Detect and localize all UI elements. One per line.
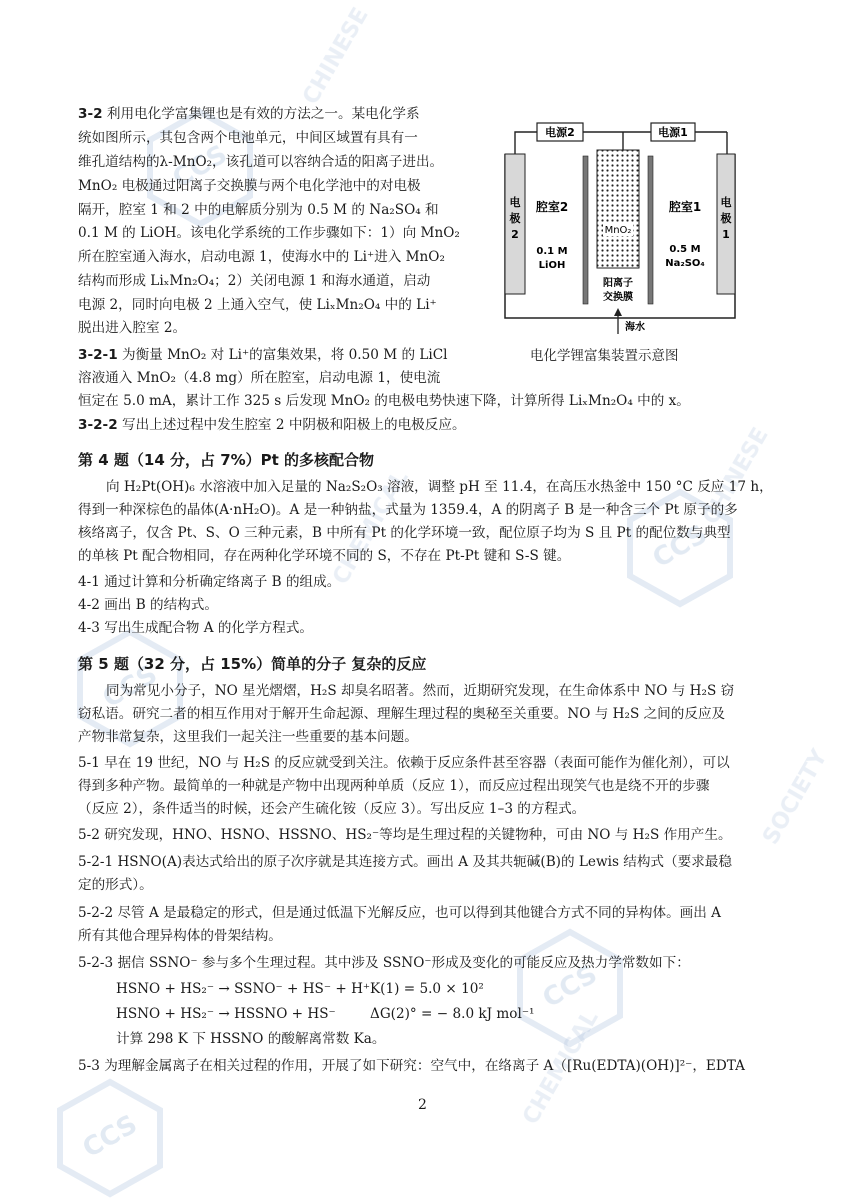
chamber-2-label: 腔室2 bbox=[535, 200, 569, 214]
s32-text-1: 利用电化学富集锂也是有效的方法之一。某电化学系 bbox=[102, 106, 420, 122]
left-electrolyte: LiOH bbox=[538, 260, 566, 271]
q4-q3: 4-3 写出生成配合物 A 的化学方程式。 bbox=[78, 620, 313, 636]
electrochemical-device-diagram bbox=[495, 118, 745, 340]
svg-text:CHINESE: CHINESE bbox=[298, 3, 374, 109]
membrane-left bbox=[583, 156, 588, 304]
svg-text:CCS: CCS bbox=[537, 959, 603, 1015]
s32-line-10: 脱出进入腔室 2。 bbox=[78, 320, 187, 336]
svg-text:CHEMICAL: CHEMICAL bbox=[328, 466, 414, 589]
electrode-1-label-2: 极 bbox=[720, 212, 732, 225]
q5-s522-2: 所有其他合理异构体的骨架结构。 bbox=[78, 928, 282, 944]
s32-line-9: 电源 2，同时向电极 2 上通入空气，使 LiₓMn₂O₄ 中的 Li⁺ bbox=[78, 297, 437, 313]
svg-text:CCS: CCS bbox=[647, 519, 713, 575]
s322-text: 写出上述过程中发生腔室 2 中阴极和阳极上的电极反应。 bbox=[117, 417, 466, 433]
q5-eq1-k: K(1) = 5.0 × 10² bbox=[370, 981, 484, 997]
s32-line-3: 维孔道结构的λ-MnO₂，该孔道可以容纳合适的阳离子进出。 bbox=[78, 154, 444, 170]
q5-title: 第 5 题（32 分，占 15%）简单的分子 复杂的反应 bbox=[78, 655, 427, 673]
q5-s523: 5-2-3 据信 SSNO⁻ 参与多个生理过程。其中涉及 SSNO⁻形成及变化的可能反应及热力学常数如下： bbox=[78, 955, 690, 971]
svg-text:SOCIETY: SOCIETY bbox=[758, 745, 833, 849]
s32-line-6: 0.1 M 的 LiOH。该电化学系统的工作步骤如下：1）向 MnO₂ bbox=[78, 225, 460, 241]
svg-text:CHINESE: CHINESE bbox=[698, 423, 774, 529]
right-conc: 0.5 M bbox=[669, 244, 701, 255]
q5-s53: 5-3 为理解金属离子在相关过程的作用，开展了如下研究：空气中，在络离子 A（[Ru(EDTA)(OH)]²⁻，EDTA bbox=[78, 1058, 745, 1074]
seawater-label: 海水 bbox=[625, 322, 645, 333]
s321-label: 3-2-1 bbox=[78, 347, 118, 363]
s32-label: 3-2 bbox=[78, 106, 103, 122]
q5-s522-1: 5-2-2 尽管 A 是最稳定的形式，但是通过低温下光解反应，也可以得到其他键合方式不同的异构体。画出 A bbox=[78, 905, 721, 921]
membrane-right bbox=[648, 156, 653, 304]
s32-line-1 bbox=[78, 103, 420, 125]
left-conc: 0.1 M bbox=[536, 246, 568, 257]
right-electrolyte: Na₂SO₄ bbox=[665, 258, 705, 269]
q5-eq2: HSNO + HS₂⁻ → HSSNO + HS⁻ bbox=[116, 1006, 336, 1022]
electrode-2-label-2: 极 bbox=[509, 212, 521, 225]
figure-caption: 电化学锂富集装置示意图 bbox=[530, 348, 679, 364]
electrode-2-label-3: 2 bbox=[511, 228, 519, 241]
electrode-1-label-3: 1 bbox=[722, 228, 730, 241]
power-1-label: 电源1 bbox=[658, 126, 688, 139]
electrode-1-label: 电 bbox=[720, 196, 732, 209]
s32-line-8: 结构而形成 LiₓMn₂O₄；2）关闭电源 1 和海水通道，启动 bbox=[78, 273, 431, 289]
q4-q1: 4-1 通过计算和分析确定络离子 B 的组成。 bbox=[78, 574, 341, 590]
membrane-label-1: 阳离子 bbox=[603, 278, 633, 289]
q5-s52: 5-2 研究发现，HNO、HSNO、HSSNO、HS₂⁻等均是生理过程的关键物种，可由 NO 与 H₂S 作用产生。 bbox=[78, 827, 732, 843]
s32-line-7: 所在腔室通入海水，启动电源 1，使海水中的 Li⁺进入 MnO₂ bbox=[78, 249, 445, 265]
q4-p2: 得到一种深棕色的晶体(A·nH₂O)。A 是一种钠盐，式量为 1359.4，A 的阴离子 B 是一种含三个 Pt 原子的多 bbox=[78, 502, 738, 518]
svg-text:CHEMICAL: CHEMICAL bbox=[518, 1006, 604, 1129]
svg-text:CCS: CCS bbox=[97, 659, 163, 715]
svg-text:CCS: CCS bbox=[167, 139, 233, 195]
q5-s521-2: 定的形式）。 bbox=[78, 877, 153, 893]
s321-line-3: 恒定在 5.0 mA，累计工作 325 s 后发现 MnO₂ 的电极电势快速下降，计算所得 LiₓMn₂O₄ 中的 x。 bbox=[78, 393, 690, 409]
membrane-label-2: 交换膜 bbox=[603, 292, 633, 303]
q4-title: 第 4 题（14 分，占 7%）Pt 的多核配合物 bbox=[78, 451, 375, 469]
svg-text:CCS: CCS bbox=[77, 1109, 143, 1165]
q5-eq1: HSNO + HS₂⁻ → SSNO⁻ + HS⁻ + H⁺ bbox=[116, 981, 371, 997]
q5-s51-2: 得到多种产物。最简单的一种就是产物中出现两种单质（反应 1），而反应过程出现笑气也是绕不开的步骤 bbox=[78, 778, 710, 794]
mno2-electrode bbox=[597, 150, 639, 268]
q5-eq2-k: ΔG(2)° = − 8.0 kJ mol⁻¹ bbox=[370, 1006, 535, 1022]
q5-s51-3: （反应 2），条件适当的时候，还会产生硫化铵（反应 3）。写出反应 1–3 的方程式。 bbox=[78, 801, 586, 817]
mno2-label: MnO₂ bbox=[604, 225, 632, 236]
q4-q2: 4-2 画出 B 的结构式。 bbox=[78, 597, 218, 613]
q4-p1: 向 H₂Pt(OH)₆ 水溶液中加入足量的 Na₂S₂O₃ 溶液，调整 pH 至 11.4，在高压水热釜中 150 °C 反应 17 h， bbox=[106, 479, 773, 495]
s32-line-4: MnO₂ 电极通过阳离子交换膜与两个电化学池中的对电极 bbox=[78, 178, 421, 194]
s321-text-1: 为衡量 MnO₂ 对 Li⁺的富集效果，将 0.50 M 的 LiCl bbox=[117, 347, 448, 363]
q5-p1: 同为常见小分子，NO 星光熠熠，H₂S 却臭名昭著。然而，近期研究发现，在生命体系中 NO 与 H₂S 窃 bbox=[106, 683, 735, 699]
page-number: 2 bbox=[418, 1097, 427, 1113]
chamber-1-label: 腔室1 bbox=[668, 200, 702, 214]
q5-calc: 计算 298 K 下 HSSNO 的酸解离常数 Ka。 bbox=[116, 1031, 386, 1047]
electrode-2-label: 电 bbox=[509, 196, 521, 209]
s32-line-5: 隔开，腔室 1 和 2 中的电解质分别为 0.5 M 的 Na₂SO₄ 和 bbox=[78, 202, 439, 218]
s322-line bbox=[78, 414, 466, 436]
power-2-label: 电源2 bbox=[545, 126, 575, 139]
q5-s51-1: 5-1 早在 19 世纪，NO 与 H₂S 的反应就受到关注。依赖于反应条件甚至容器（表面可能作为催化剂），可以 bbox=[78, 755, 730, 771]
q4-p4: 的单核 Pt 配合物相同，存在两种化学环境不同的 S，不存在 Pt-Pt 键和 S-S 键。 bbox=[78, 548, 571, 564]
q5-p2: 窃私语。研究二者的相互作用对于解开生命起源、理解生理过程的奥秘至关重要。NO 与 H₂S 之间的反应及 bbox=[78, 706, 726, 722]
s321-line-1 bbox=[78, 344, 448, 366]
s322-label: 3-2-2 bbox=[78, 417, 118, 433]
arrow-up-icon bbox=[614, 308, 622, 316]
s321-line-2: 溶液通入 MnO₂（4.8 mg）所在腔室，启动电源 1，使电流 bbox=[78, 370, 441, 386]
s32-line-2: 统如图所示，其包含两个电池单元，中间区域置有具有一 bbox=[78, 130, 418, 146]
q5-s521-1: 5-2-1 HSNO(A)表达式给出的原子次序就是其连接方式。画出 A 及其共轭碱(B)的 Lewis 结构式（要求最稳 bbox=[78, 854, 732, 870]
q4-p3: 核络离子，仅含 Pt、S、O 三种元素，B 中所有 Pt 的化学环境一致，配位原子均为 S 且 Pt 的配位数与典型 bbox=[78, 525, 731, 541]
q5-p3: 产物非常复杂，这里我们一起关注一些重要的基本问题。 bbox=[78, 729, 418, 745]
